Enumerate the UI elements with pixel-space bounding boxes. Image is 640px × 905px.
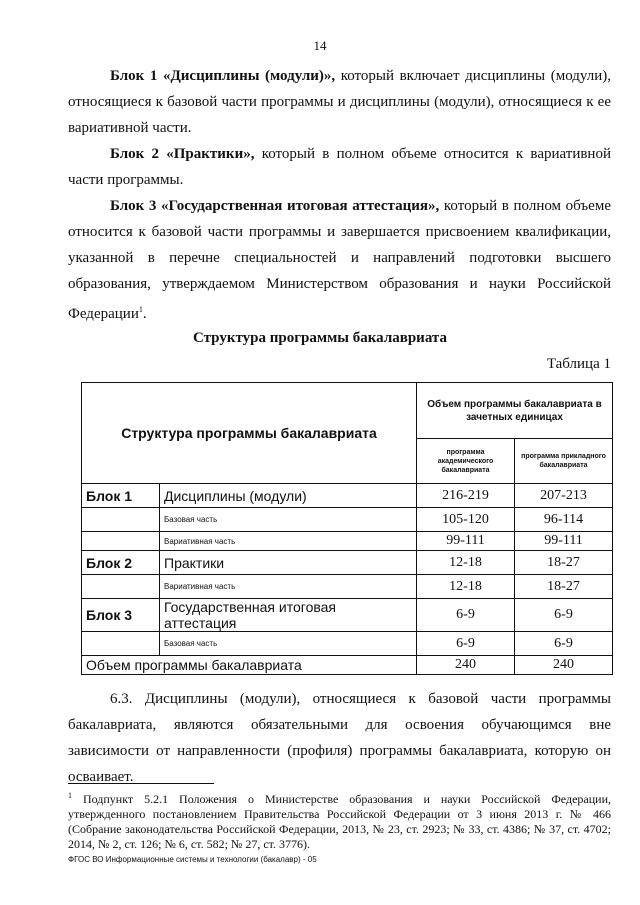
paragraph-6-3: 6.3. Дисциплины (модули), относящиеся к базовой части программы бакалавриата, являются обязательными для освоения обучающимся вне зависимости от направленности (профиля) программы бакалавриата, которую он осваивает. <box>68 691 611 785</box>
row-academic: 12-18 <box>417 575 515 599</box>
table-title: Структура программы бакалавриата <box>193 330 447 346</box>
header-volume: Объем программы бакалавриата в зачетных единицах <box>417 383 613 439</box>
table-row <box>82 632 613 656</box>
block2-text: который в полном объеме относится к вариативной части программы. <box>68 146 611 188</box>
row-name: Государственная итоговая аттестация <box>160 599 417 632</box>
row-block <box>82 575 160 599</box>
page-footer: ФГОС ВО Информационные системы и технологии (бакалавр) - 05 <box>68 855 317 864</box>
program-structure-table <box>81 382 613 675</box>
row-academic: 12-18 <box>417 551 515 575</box>
table-row <box>82 575 613 599</box>
footnote-mark: 1 <box>68 791 72 800</box>
row-block <box>82 532 160 551</box>
table-row <box>82 599 613 632</box>
row-name: Базовая часть <box>160 632 417 656</box>
row-block <box>82 508 160 532</box>
paragraph-block2 <box>68 141 611 193</box>
block2-title: Блок 2 «Практики», <box>110 146 255 162</box>
row-applied: 18-27 <box>515 575 613 599</box>
table-row <box>82 551 613 575</box>
footnote-divider <box>68 783 214 784</box>
row-applied: 6-9 <box>515 599 613 632</box>
row-academic: 6-9 <box>417 632 515 656</box>
total-applied: 240 <box>515 656 613 675</box>
row-name: Вариативная часть <box>160 532 417 551</box>
row-applied: 207-213 <box>515 484 613 508</box>
table-row <box>82 532 613 551</box>
row-name: Базовая часть <box>160 508 417 532</box>
page-number: 14 <box>313 38 327 53</box>
block1-title: Блок 1 «Дисциплины (модули)», <box>110 68 336 84</box>
row-name: Вариативная часть <box>160 575 417 599</box>
row-block: Блок 2 <box>82 551 160 575</box>
footnote <box>68 788 611 852</box>
block1-text: который включает дисциплины (модули), относящиеся к базовой части программы и дисциплины (модули), относящиеся к ее вариативной части. <box>68 68 611 136</box>
row-applied: 96-114 <box>515 508 613 532</box>
header-applied: программа прикладного бакалавриата <box>515 439 613 484</box>
table-label: Таблица 1 <box>546 356 611 372</box>
header-structure: Структура программы бакалавриата <box>82 383 417 484</box>
block3-text: который в полном объеме относится к базовой части программы и завершается присвоением квалификации, указанной в перечне специальностей и направлений подготовки высшего образования, утверждаемом Министерством образования и науки Российской Федерации <box>68 198 611 322</box>
table-row <box>82 508 613 532</box>
row-name: Практики <box>160 551 417 575</box>
total-academic: 240 <box>417 656 515 675</box>
footnote-ref: 1 <box>138 305 143 314</box>
paragraph-block1 <box>68 63 611 141</box>
header-academic: программа академического бакалавриата <box>417 439 515 484</box>
row-block <box>82 632 160 656</box>
total-label: Объем программы бакалавриата <box>82 656 417 675</box>
block3-title: Блок 3 «Государственная итоговая аттестация», <box>110 198 440 214</box>
table-total-row <box>82 656 613 675</box>
footnote-text: Подпункт 5.2.1 Положения о Министерстве образования и науки Российской Федерации, утвержденного постановлением Правительства Российской Федерации от 3 июня 2013 г. № 466 (Собрание законодательства Российской Федерации, 2013, № 23, ст. 2923; № 33, ст. 4386; № 37, ст. 4702; 2014, № 2, ст. 126; № 6, ст. 582; № 27, ст. 3776). <box>68 792 611 851</box>
paragraph-block3 <box>68 193 611 327</box>
row-academic: 99-111 <box>417 532 515 551</box>
row-block: Блок 3 <box>82 599 160 632</box>
table-row <box>82 484 613 508</box>
block3-after: . <box>142 306 147 322</box>
row-academic: 105-120 <box>417 508 515 532</box>
row-block: Блок 1 <box>82 484 160 508</box>
row-applied: 6-9 <box>515 632 613 656</box>
row-applied: 18-27 <box>515 551 613 575</box>
row-academic: 216-219 <box>417 484 515 508</box>
row-applied: 99-111 <box>515 532 613 551</box>
row-name: Дисциплины (модули) <box>160 484 417 508</box>
row-academic: 6-9 <box>417 599 515 632</box>
